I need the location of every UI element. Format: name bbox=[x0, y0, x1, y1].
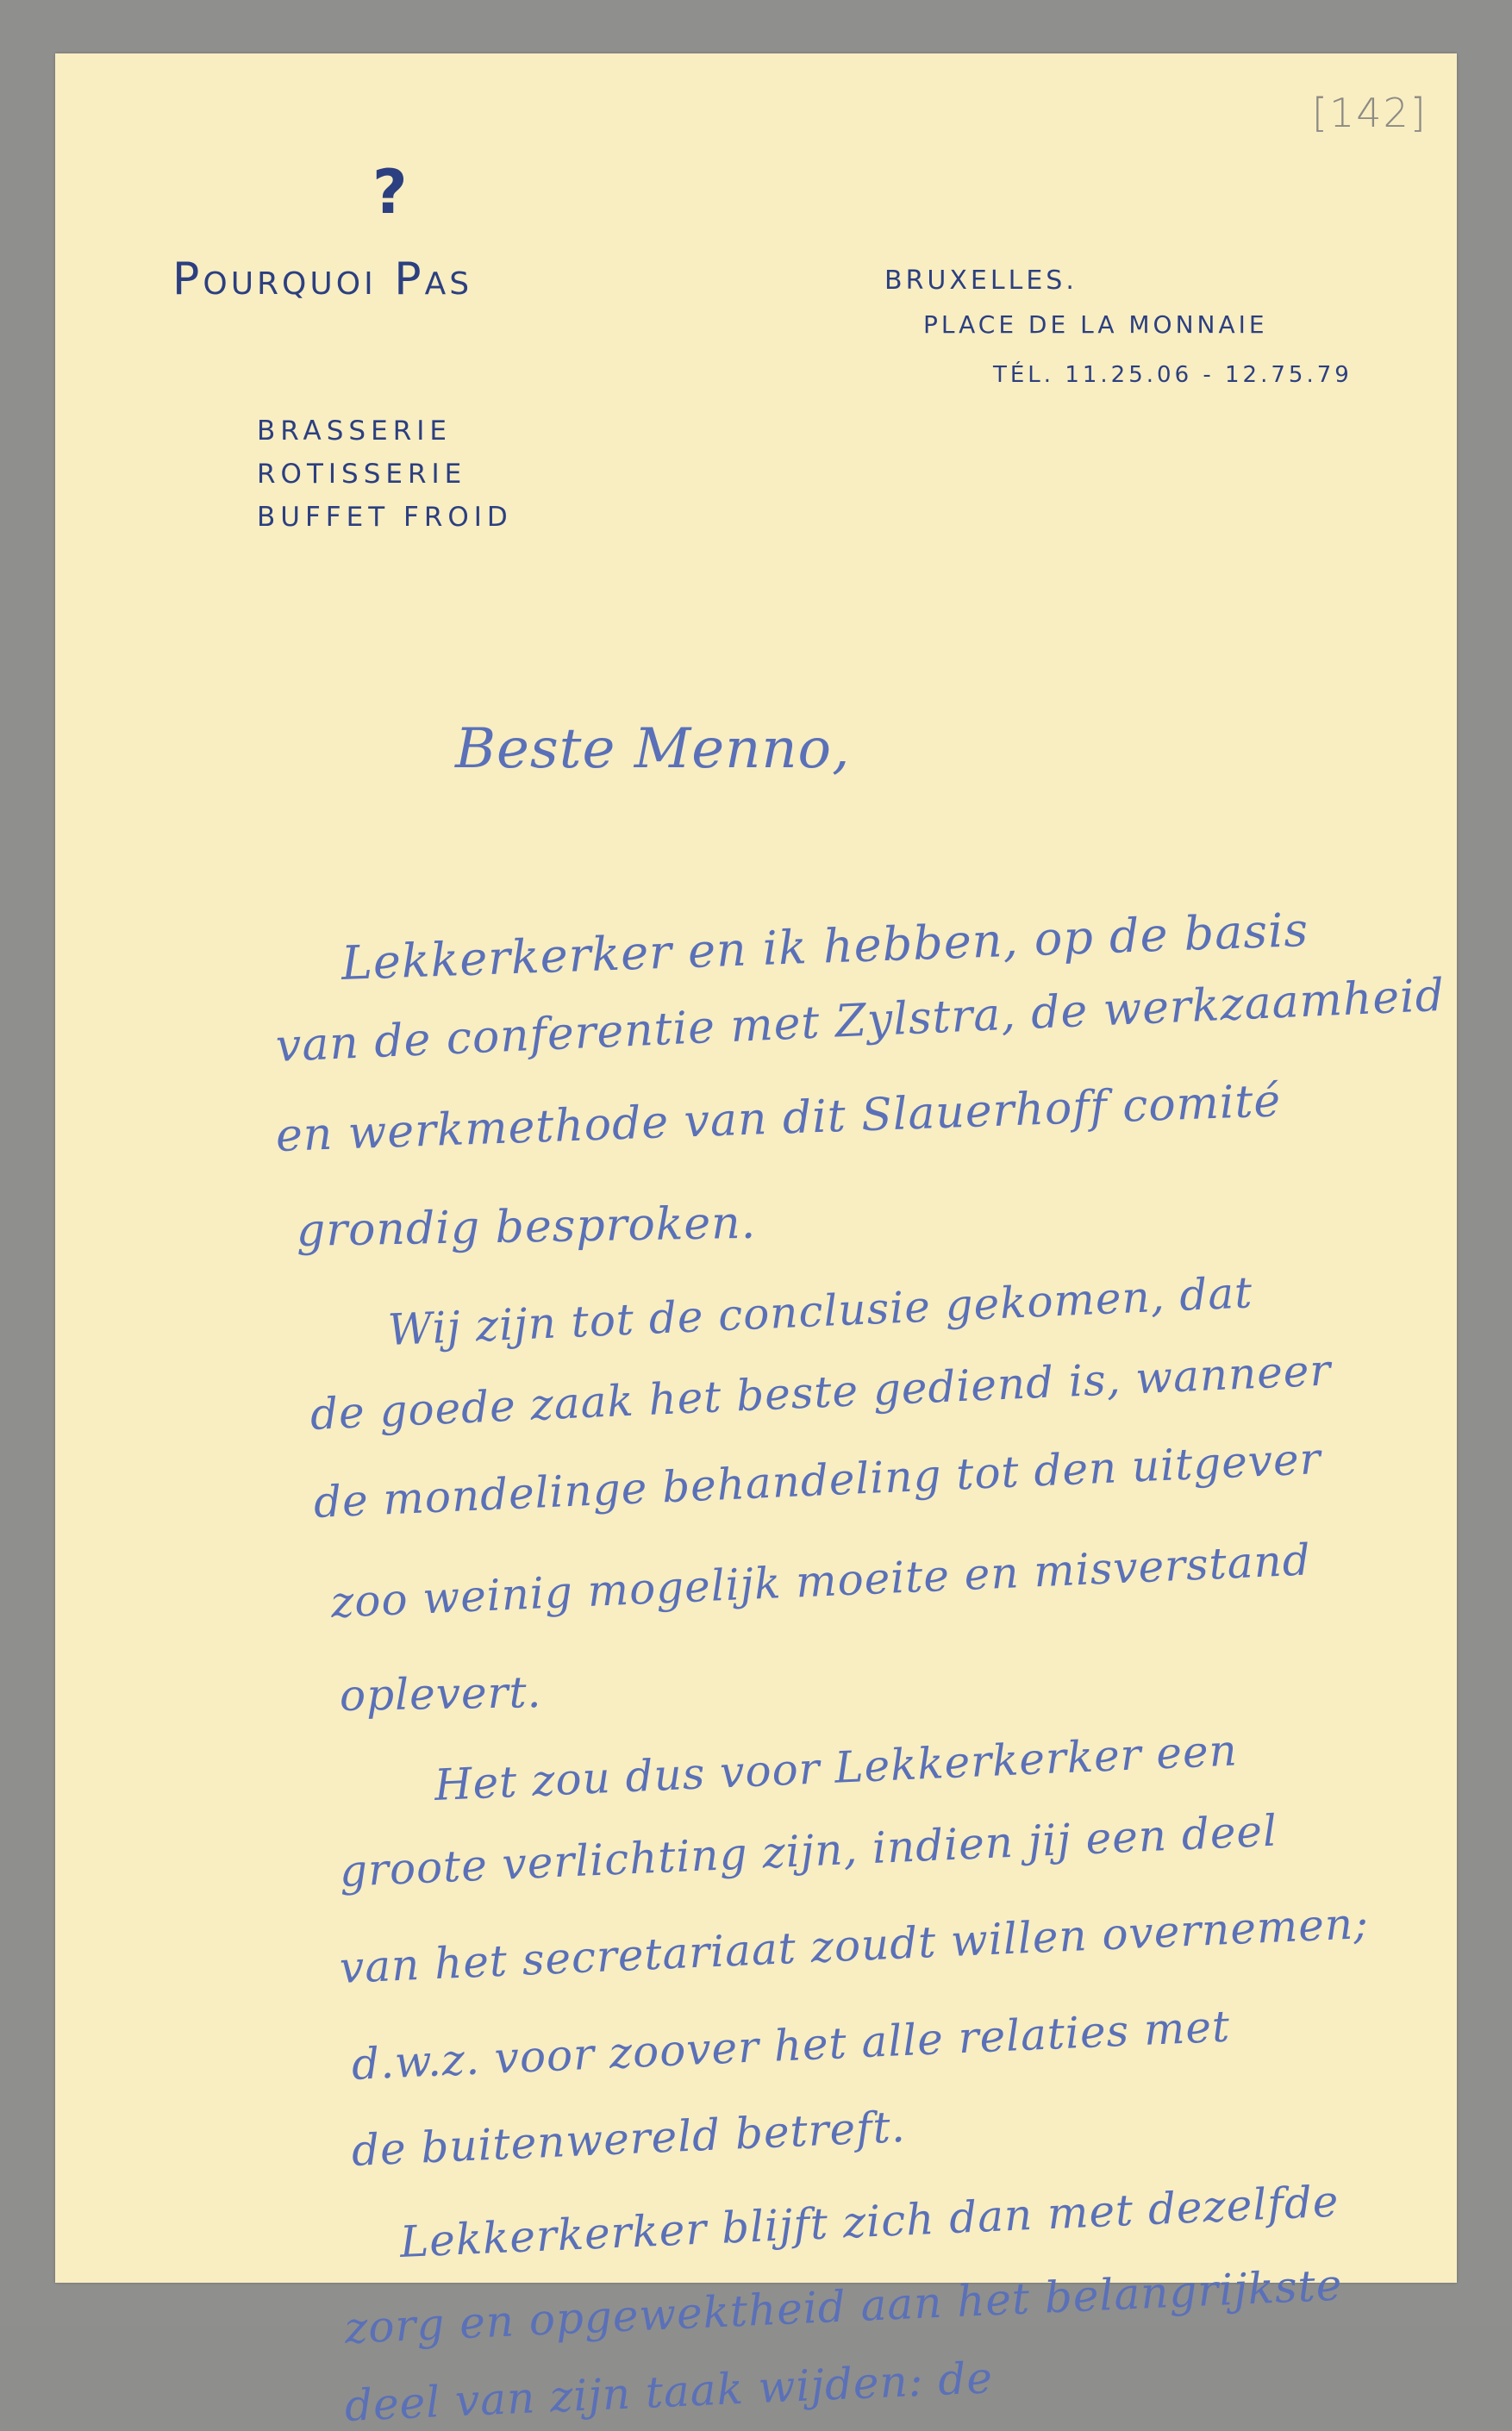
letter-sheet bbox=[55, 53, 1457, 2431]
letterhead-name: Pourquoi Pas bbox=[172, 253, 473, 305]
letterhead-symbol: ? bbox=[372, 157, 408, 228]
letterhead-service: BUFFET FROID bbox=[257, 502, 513, 533]
letter-line: de buitenwereld betreft. bbox=[350, 2101, 907, 2176]
letter-line: zoo weinig mogelijk moeite en misverstand bbox=[329, 1534, 1312, 1628]
letter-line: oplevert. bbox=[339, 1666, 542, 1721]
letter-salutation: Beste Menno, bbox=[455, 717, 851, 781]
letter-line: de mondelinge behandeling tot den uitgever bbox=[312, 1434, 1322, 1528]
letterhead-city: BRUXELLES. bbox=[884, 266, 1078, 296]
letter-line: de goede zaak het beste gediend is, wanneer bbox=[309, 1345, 1333, 1440]
letter-line: groote verlichting zijn, indien jij een deel bbox=[338, 1805, 1279, 1897]
letterhead-service: ROTISSERIE bbox=[257, 459, 467, 490]
letterhead-phone: TÉL. 11.25.06 - 12.75.79 bbox=[993, 362, 1353, 388]
letter-line: Lekkerkerker en ik hebben, op de basis bbox=[340, 902, 1309, 991]
letter-line: Het zou dus voor Lekkerkerker een bbox=[433, 1725, 1239, 1810]
letter-line: van de conferentie met Zylstra, de werkzaamheid bbox=[274, 969, 1446, 1072]
letter-line: d.w.z. voor zoover het alle relaties met bbox=[350, 2001, 1232, 2090]
letter-line: zorg en opgewektheid aan het belangrijkste bbox=[343, 2259, 1344, 2353]
letterhead-service: BRASSERIE bbox=[257, 416, 452, 447]
letterhead-address: PLACE DE LA MONNAIE bbox=[923, 310, 1268, 339]
letter-line: grondig besproken. bbox=[296, 1197, 757, 1257]
letter-line: Wij zijn tot de conclusie gekomen, dat bbox=[386, 1267, 1254, 1355]
letter-line: deel van zijn taak wijden: de bbox=[343, 2353, 995, 2431]
archive-number: [142] bbox=[1312, 90, 1428, 136]
letter-line: en werkmethode van dit Slauerhoff comité bbox=[274, 1075, 1283, 1162]
letter-line: van het secretariaat zoudt willen overnemen; bbox=[338, 1897, 1370, 1993]
letter-line: Lekkerkerker blijft zich dan met dezelfde bbox=[398, 2176, 1340, 2267]
